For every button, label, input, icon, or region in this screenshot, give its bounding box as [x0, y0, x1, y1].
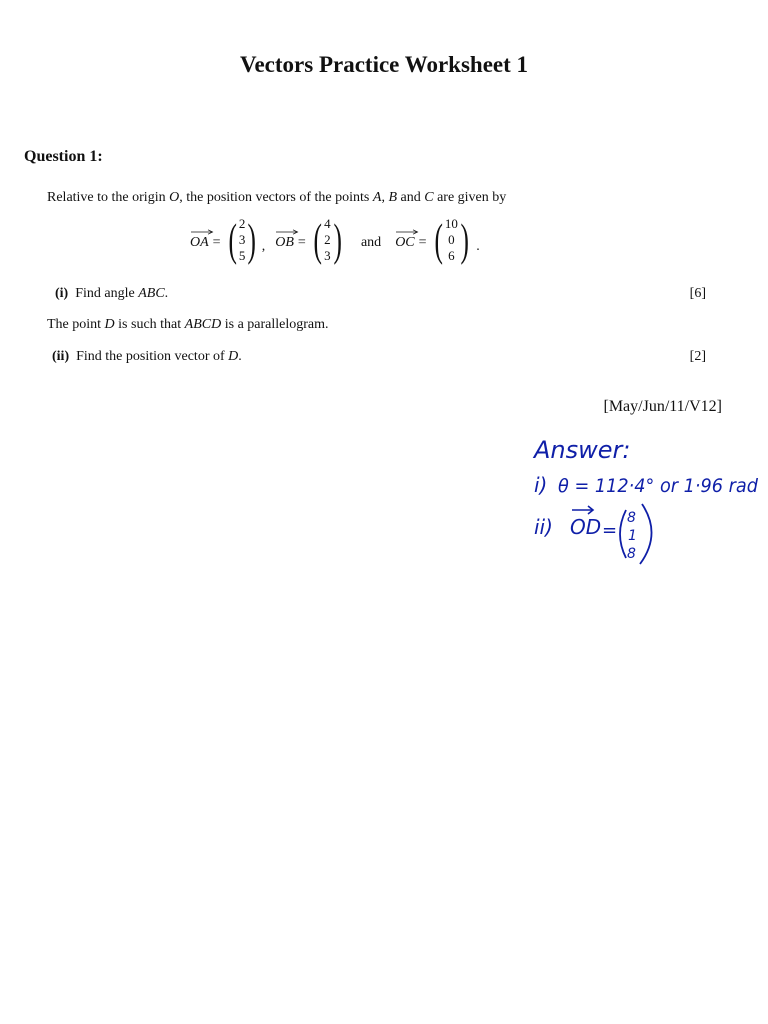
- answer-ii-value-2: 1: [628, 528, 637, 544]
- right-paren: ): [247, 214, 257, 265]
- part-i-marks: [6]: [689, 286, 706, 301]
- vector-arrow-icon: [190, 229, 214, 235]
- part-ii-marks: [2]: [689, 349, 706, 364]
- equals-sign: =: [297, 235, 306, 250]
- question-intro: Relative to the origin O, the position vectors of the points A, B and C are given by: [47, 190, 507, 205]
- vector-oc: [395, 214, 472, 266]
- column-vector-oa: 2 3 5: [238, 216, 246, 263]
- vector-arrow-icon: [395, 229, 419, 235]
- right-paren: ): [460, 214, 469, 265]
- vector-arrow-icon: [275, 229, 299, 235]
- page-title: Vectors Practice Worksheet 1: [239, 52, 529, 77]
- handwritten-answer: [528, 428, 768, 578]
- answer-ii-equals: =: [602, 520, 618, 541]
- left-paren: (: [433, 214, 443, 265]
- answer-ii-label: ii): [534, 515, 553, 539]
- answer-heading: Answer:: [534, 436, 631, 464]
- answer-left-paren-icon: [620, 510, 626, 558]
- and-word: and: [360, 235, 382, 250]
- vector-name-ob: OB: [275, 229, 294, 251]
- right-paren: ): [333, 214, 342, 265]
- answer-ii-value-1: 8: [627, 510, 636, 526]
- comma: ,: [261, 239, 266, 254]
- position-vectors: [190, 214, 550, 266]
- answer-i-value: θ = 112·4° or 1·96 rad: [558, 475, 759, 497]
- answer-ii-value-3: 8: [627, 546, 636, 562]
- column-vector-ob: 4 2 3: [324, 216, 331, 263]
- answer-right-paren-icon: [640, 504, 652, 564]
- part-ii-text: (ii) Find the position vector of D.: [52, 349, 242, 364]
- vector-name-oc: OC: [395, 229, 414, 251]
- answer-i-label: i): [534, 473, 548, 497]
- vector-oa: [190, 214, 260, 266]
- left-paren: (: [313, 214, 322, 265]
- equals-sign: =: [418, 235, 427, 250]
- column-vector-oc: 10 0 6: [444, 216, 458, 263]
- question-heading: Question 1:: [24, 148, 103, 165]
- parallelogram-statement: The point D is such that ABCD is a parallelogram.: [47, 317, 329, 332]
- period: .: [476, 239, 480, 254]
- left-paren: (: [228, 214, 237, 265]
- equals-sign: =: [212, 235, 221, 250]
- vector-ob: [275, 214, 345, 266]
- part-i-text: (i) Find angle ABC.: [55, 286, 169, 301]
- past-paper-reference: [May/Jun/11/V12]: [603, 398, 722, 415]
- vector-name-oa: OA: [190, 229, 209, 251]
- answer-ii-name: OD: [570, 515, 602, 539]
